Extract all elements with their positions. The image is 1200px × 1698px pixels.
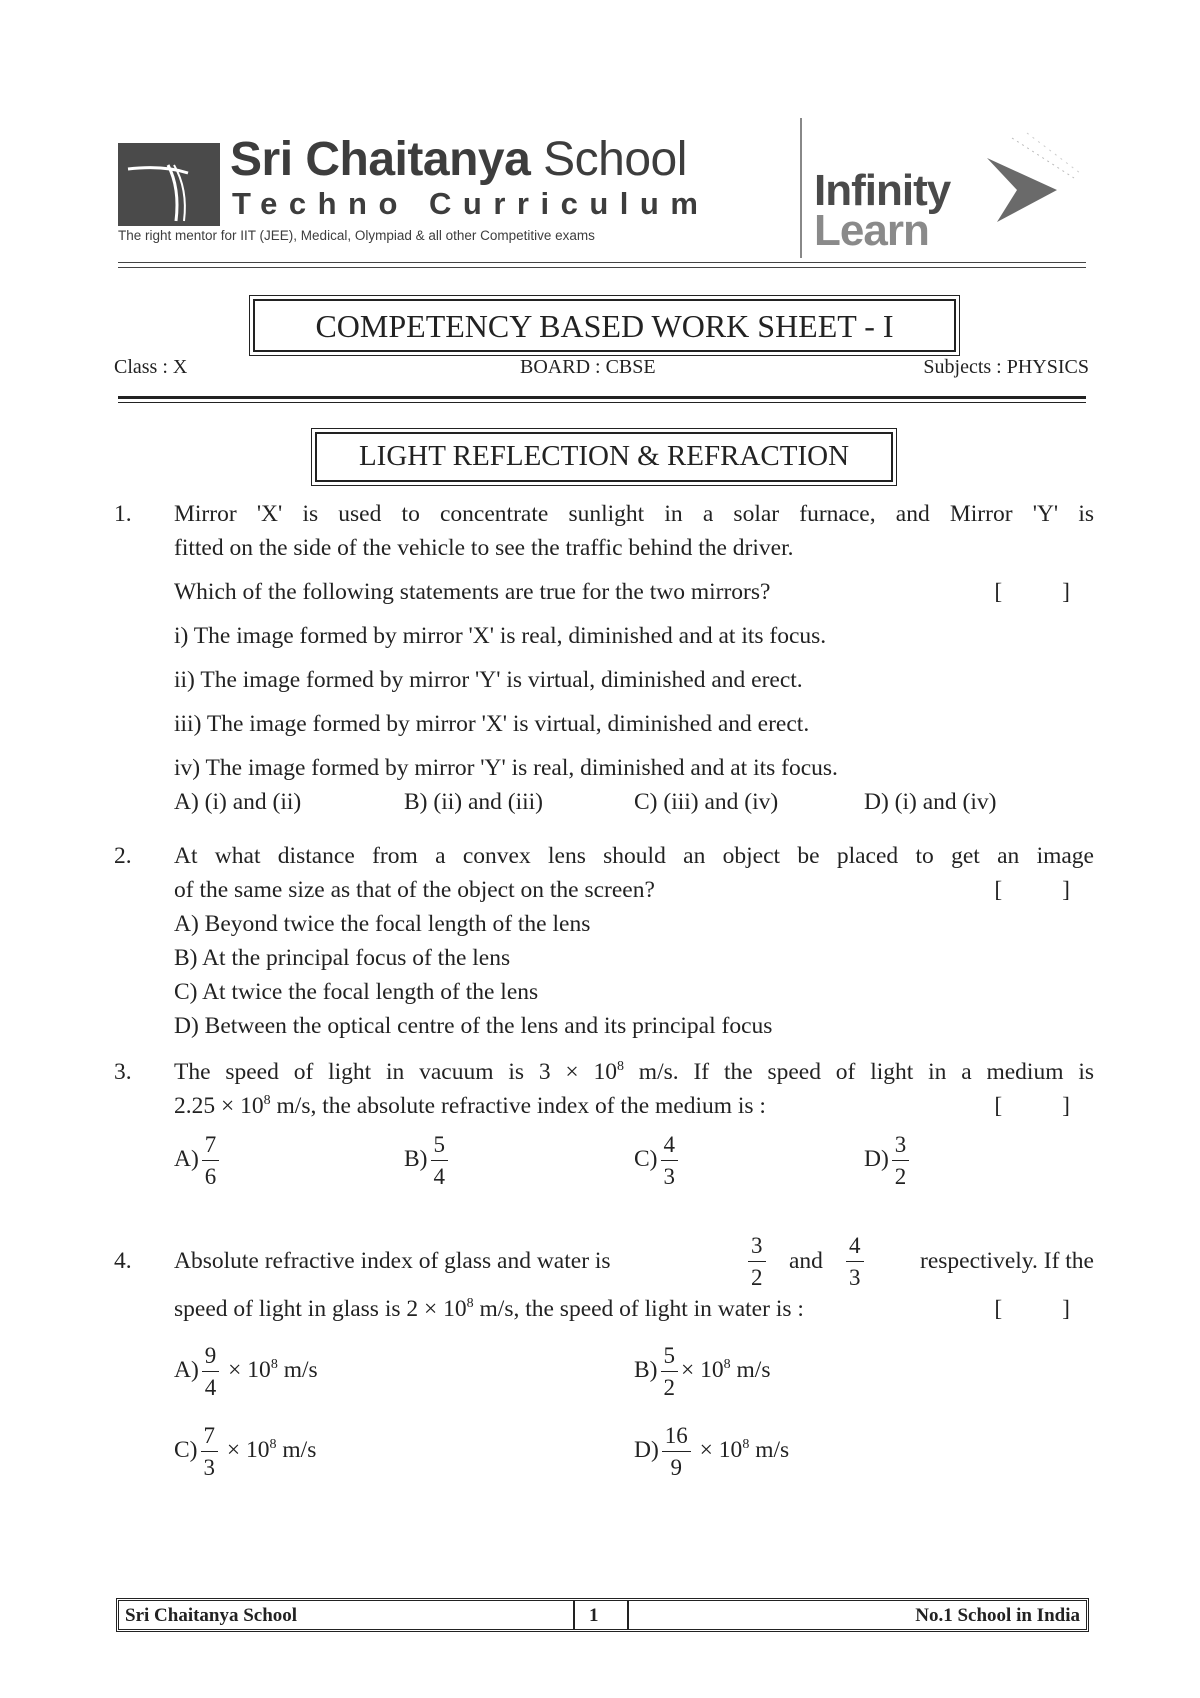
options-row — [174, 785, 1094, 819]
brand-name-bold: Sri Chaitanya — [230, 133, 531, 186]
text-part: m/s, the speed of light in water is : — [473, 1296, 804, 1322]
brand-name-rest: School — [530, 133, 687, 186]
bracket-close: ] — [1062, 1296, 1070, 1322]
partner-name-line1: Infinity — [814, 166, 951, 215]
denominator: 2 — [663, 1375, 675, 1400]
numerator: 4 — [661, 1133, 679, 1161]
fraction — [892, 1133, 910, 1188]
numerator: 3 — [748, 1234, 766, 1262]
unit-part: × 10 — [681, 1356, 724, 1383]
option-c[interactable]: C) At twice the focal length of the lens — [174, 979, 539, 1005]
option-label: D) — [864, 1145, 889, 1172]
question-text-line: Mirror 'X' is used to concentrate sunlight in a solar furnace, and Mirror 'Y' is — [174, 501, 1094, 527]
exponent: 8 — [616, 1059, 624, 1074]
page-number: 1 — [589, 1605, 599, 1626]
brand-tagline: The right mentor for IIT (JEE), Medical, Olympiad & all other Competitive exams — [118, 228, 595, 243]
question-text-line — [174, 873, 1094, 907]
question-text-line: fitted on the side of the vehicle to see the traffic behind the driver. — [174, 535, 794, 561]
question-number: 3. — [114, 1059, 132, 1085]
unit-part: × 10 — [699, 1436, 743, 1463]
statement: iii) The image formed by mirror 'X' is virtual, diminished and erect. — [174, 711, 810, 737]
denominator: 4 — [204, 1375, 217, 1400]
question-1 — [114, 497, 1094, 819]
fraction — [846, 1234, 864, 1289]
statement: ii) The image formed by mirror 'Y' is virtual, diminished and erect. — [174, 667, 803, 693]
option-label: C) — [174, 1436, 198, 1463]
question-4 — [114, 1233, 1094, 1504]
option-label: B) — [634, 1356, 658, 1383]
options-row — [174, 1344, 1094, 1424]
denominator: 6 — [204, 1164, 217, 1189]
denominator: 4 — [433, 1164, 445, 1189]
unit-part: m/s — [749, 1436, 790, 1463]
numerator: 3 — [892, 1133, 910, 1161]
option-label: A) — [174, 1145, 199, 1172]
class-label: Class : X — [114, 356, 188, 378]
text-part: 2.25 × 10 — [174, 1093, 264, 1119]
option-b[interactable]: B) (ii) and (iii) — [404, 789, 544, 815]
unit-part: m/s — [730, 1356, 771, 1383]
header-divider — [800, 118, 802, 258]
board-label: BOARD : CBSE — [520, 356, 656, 378]
brand-title — [230, 132, 687, 187]
option-d[interactable] — [634, 1424, 789, 1479]
text-part: m/s. If the speed of light in a medium is — [623, 1059, 1094, 1085]
denominator: 3 — [203, 1455, 215, 1480]
denominator: 2 — [894, 1164, 907, 1189]
fraction — [431, 1133, 449, 1188]
numerator: 7 — [202, 1133, 220, 1161]
option-label: D) — [634, 1436, 659, 1463]
option-a[interactable] — [174, 1344, 318, 1399]
fraction — [661, 1133, 679, 1188]
footer-school-name: Sri Chaitanya School — [125, 1605, 298, 1626]
school-logo-icon — [118, 143, 220, 226]
question-text-line: At what distance from a convex lens should an object be placed to get an image — [174, 843, 1094, 869]
partner-name-line2: Learn — [814, 206, 929, 255]
exponent: 8 — [263, 1093, 271, 1108]
option-a[interactable]: A) Beyond twice the focal length of the lens — [174, 911, 591, 937]
option-b[interactable]: B) At the principal focus of the lens — [174, 945, 511, 971]
question-text: of the same size as that of the object on the screen? — [174, 877, 655, 903]
question-text-line — [174, 1233, 1094, 1290]
question-prompt — [174, 575, 1094, 609]
exponent: 8 — [270, 1356, 278, 1372]
denominator: 3 — [849, 1265, 861, 1290]
exponent: 8 — [269, 1436, 277, 1452]
fraction — [661, 1344, 679, 1399]
option-c[interactable] — [634, 1133, 681, 1188]
denominator: 9 — [670, 1455, 683, 1480]
question-text-line — [174, 1089, 1094, 1123]
question-text-line — [174, 1292, 1094, 1326]
question-number: 4. — [114, 1248, 132, 1274]
numerator: 16 — [662, 1424, 691, 1452]
exponent: 8 — [742, 1436, 750, 1452]
option-c[interactable]: C) (iii) and (iv) — [634, 789, 779, 815]
bracket-open: [ — [994, 877, 1003, 903]
header-rule-bottom — [118, 267, 1086, 268]
options-row — [174, 1424, 1094, 1504]
text-part: and — [789, 1248, 823, 1274]
option-a[interactable] — [174, 1133, 222, 1188]
bracket-open: [ — [994, 1093, 1003, 1119]
denominator: 3 — [663, 1164, 675, 1189]
fraction — [201, 1424, 219, 1479]
exponent: 8 — [466, 1296, 474, 1311]
text-part: The speed of light in vacuum is 3 × 10 — [174, 1059, 617, 1085]
option-a[interactable]: A) (i) and (ii) — [174, 789, 302, 815]
option-label: C) — [634, 1145, 658, 1172]
question-number: 1. — [114, 501, 132, 527]
bracket-close: ] — [1062, 579, 1070, 605]
fraction — [662, 1424, 691, 1479]
worksheet-title: COMPETENCY BASED WORK SHEET - I — [253, 299, 956, 352]
header-rule-top — [118, 262, 1086, 263]
option-c[interactable] — [174, 1424, 316, 1479]
text-part: Absolute refractive index of glass and water is — [174, 1248, 611, 1274]
unit-part: × 10 — [226, 1436, 270, 1463]
question-2 — [114, 839, 1094, 1043]
option-b[interactable] — [404, 1133, 451, 1188]
unit-part: m/s — [276, 1436, 317, 1463]
footer-divider — [627, 1601, 629, 1629]
fraction — [202, 1133, 220, 1188]
option-d[interactable] — [864, 1133, 912, 1188]
bracket-open: [ — [994, 1296, 1003, 1322]
meta-rule-thin — [118, 402, 1086, 403]
text-part: speed of light in glass is 2 × 10 — [174, 1296, 467, 1322]
options-row — [174, 1133, 1094, 1197]
subject-label: Subjects : PHYSICS — [923, 356, 1089, 378]
footer-divider — [573, 1601, 575, 1629]
numerator: 4 — [846, 1234, 864, 1262]
answer-bracket[interactable] — [994, 1292, 1070, 1326]
question-prompt-text: Which of the following statements are true for the two mirrors? — [174, 579, 771, 605]
page-footer — [118, 1600, 1087, 1630]
text-part: respectively. If the — [920, 1248, 1094, 1274]
denominator: 2 — [751, 1265, 763, 1290]
numerator: 5 — [431, 1133, 449, 1161]
unit-part: m/s — [277, 1356, 318, 1383]
fraction — [202, 1344, 220, 1399]
numerator: 9 — [202, 1344, 220, 1372]
question-3 — [114, 1055, 1094, 1197]
option-d[interactable]: D) (i) and (iv) — [864, 789, 997, 815]
statement: iv) The image formed by mirror 'Y' is real, diminished and at its focus. — [174, 755, 838, 781]
exponent: 8 — [723, 1356, 731, 1372]
meta-rule-thick — [118, 396, 1086, 399]
numerator: 7 — [201, 1424, 219, 1452]
answer-bracket[interactable] — [994, 575, 1070, 609]
option-d[interactable]: D) Between the optical centre of the lens and its principal focus — [174, 1013, 773, 1039]
footer-slogan: No.1 School in India — [915, 1605, 1080, 1626]
answer-bracket[interactable] — [994, 873, 1070, 907]
brand-subtitle: Techno Curriculum — [232, 186, 710, 221]
option-label: A) — [174, 1356, 199, 1383]
option-b[interactable] — [634, 1344, 770, 1399]
numerator: 5 — [661, 1344, 679, 1372]
bracket-close: ] — [1062, 1093, 1070, 1119]
partner-logo — [812, 118, 1087, 258]
option-label: B) — [404, 1145, 428, 1172]
topic-title: LIGHT REFLECTION & REFRACTION — [315, 432, 893, 482]
statement: i) The image formed by mirror 'X' is real, diminished and at its focus. — [174, 623, 827, 649]
question-text-line — [174, 1055, 1094, 1089]
question-number: 2. — [114, 843, 132, 869]
bracket-close: ] — [1062, 877, 1070, 903]
bracket-open: [ — [994, 579, 1003, 605]
unit-part: × 10 — [228, 1356, 271, 1383]
answer-bracket[interactable] — [994, 1089, 1070, 1123]
fraction — [748, 1234, 766, 1289]
text-part: m/s, the absolute refractive index of the medium is : — [270, 1093, 766, 1119]
